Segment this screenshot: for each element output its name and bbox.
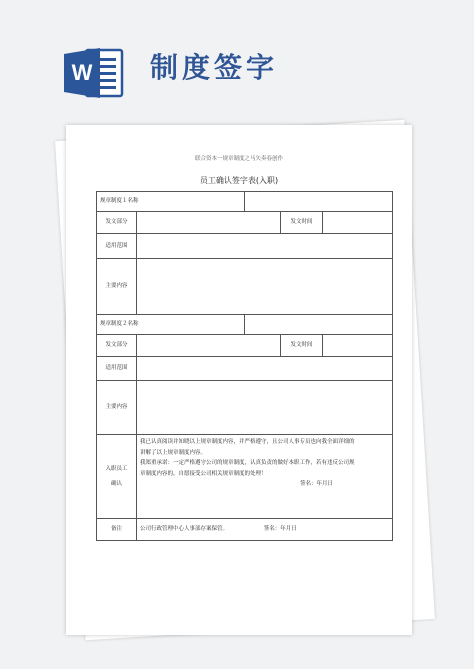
note-signature[interactable]: 签名：年月日 <box>263 526 297 532</box>
word-icon <box>62 44 126 102</box>
regulation2-content-label: 主要内容 <box>97 381 137 435</box>
regulation2-scope-value[interactable] <box>137 357 393 381</box>
confirm-label-line1: 入职员工 <box>105 465 128 472</box>
table-row <box>97 315 393 335</box>
table-row <box>97 435 393 519</box>
table-row <box>97 234 393 259</box>
header-title: 制度签字 <box>150 51 279 84</box>
confirm-text-line: 讲解了以上规章制度内容。 <box>140 449 207 456</box>
confirmation-form-table <box>96 191 393 541</box>
table-row <box>97 212 393 234</box>
regulation1-name-label: 规章制度１名称 <box>97 192 245 212</box>
note-text: 公司行政管理中心人事部存案保管。 <box>140 526 229 532</box>
regulation1-content-value[interactable] <box>137 259 393 315</box>
regulation2-time-value[interactable] <box>323 335 393 357</box>
confirm-text-line: 我郑重承诺：一定严格遵守公司的规章制度，认真负责的做好本职工作，若有违反公司规 <box>140 460 355 466</box>
word-icon-letter: W <box>71 60 93 85</box>
regulation2-time-label: 发文时间 <box>281 335 323 357</box>
document-subtitle: 联合资本一规章制度之马矢奏春创作 <box>194 156 283 162</box>
regulation1-scope-value[interactable] <box>137 234 393 259</box>
table-row <box>97 259 393 315</box>
confirm-signature[interactable]: 签名：年月日 <box>300 481 334 487</box>
table-row <box>97 192 393 212</box>
regulation1-scope-label: 适用范围 <box>97 234 137 259</box>
table-row <box>97 381 393 435</box>
document-title: 员工确认签字表(入职) <box>199 176 279 185</box>
regulation2-name-value[interactable] <box>245 315 393 335</box>
regulation2-scope-label: 适用范围 <box>97 357 137 381</box>
regulation1-time-value[interactable] <box>323 212 393 234</box>
confirm-label <box>97 435 137 519</box>
regulation2-name-label: 规章制度２名称 <box>97 315 245 335</box>
regulation1-dept-label: 发文部分 <box>97 212 137 234</box>
regulation1-dept-value[interactable] <box>137 212 281 234</box>
table-row <box>97 335 393 357</box>
confirm-label-line2: 确认 <box>110 480 122 487</box>
table-row <box>97 357 393 381</box>
note-label: 备注 <box>97 519 137 541</box>
regulation1-time-label: 发文时间 <box>281 212 323 234</box>
regulation1-content-label: 主要内容 <box>97 259 137 315</box>
regulation2-content-value[interactable] <box>137 381 393 435</box>
regulation1-name-value[interactable] <box>245 192 393 212</box>
regulation2-dept-label: 发文部分 <box>97 335 137 357</box>
confirm-text-line: 章制度内容的，自愿接受公司相关规章制度的处理！ <box>140 470 267 477</box>
note-value <box>137 519 393 541</box>
document-page <box>66 125 412 635</box>
regulation2-dept-value[interactable] <box>137 335 281 357</box>
table-row <box>97 519 393 541</box>
confirm-statement <box>137 435 393 519</box>
confirm-text-line: 我已认真阅读并知晓以上规章制度内容，并严格遵守，且公司人事专员也向我全面详细的 <box>140 439 355 445</box>
